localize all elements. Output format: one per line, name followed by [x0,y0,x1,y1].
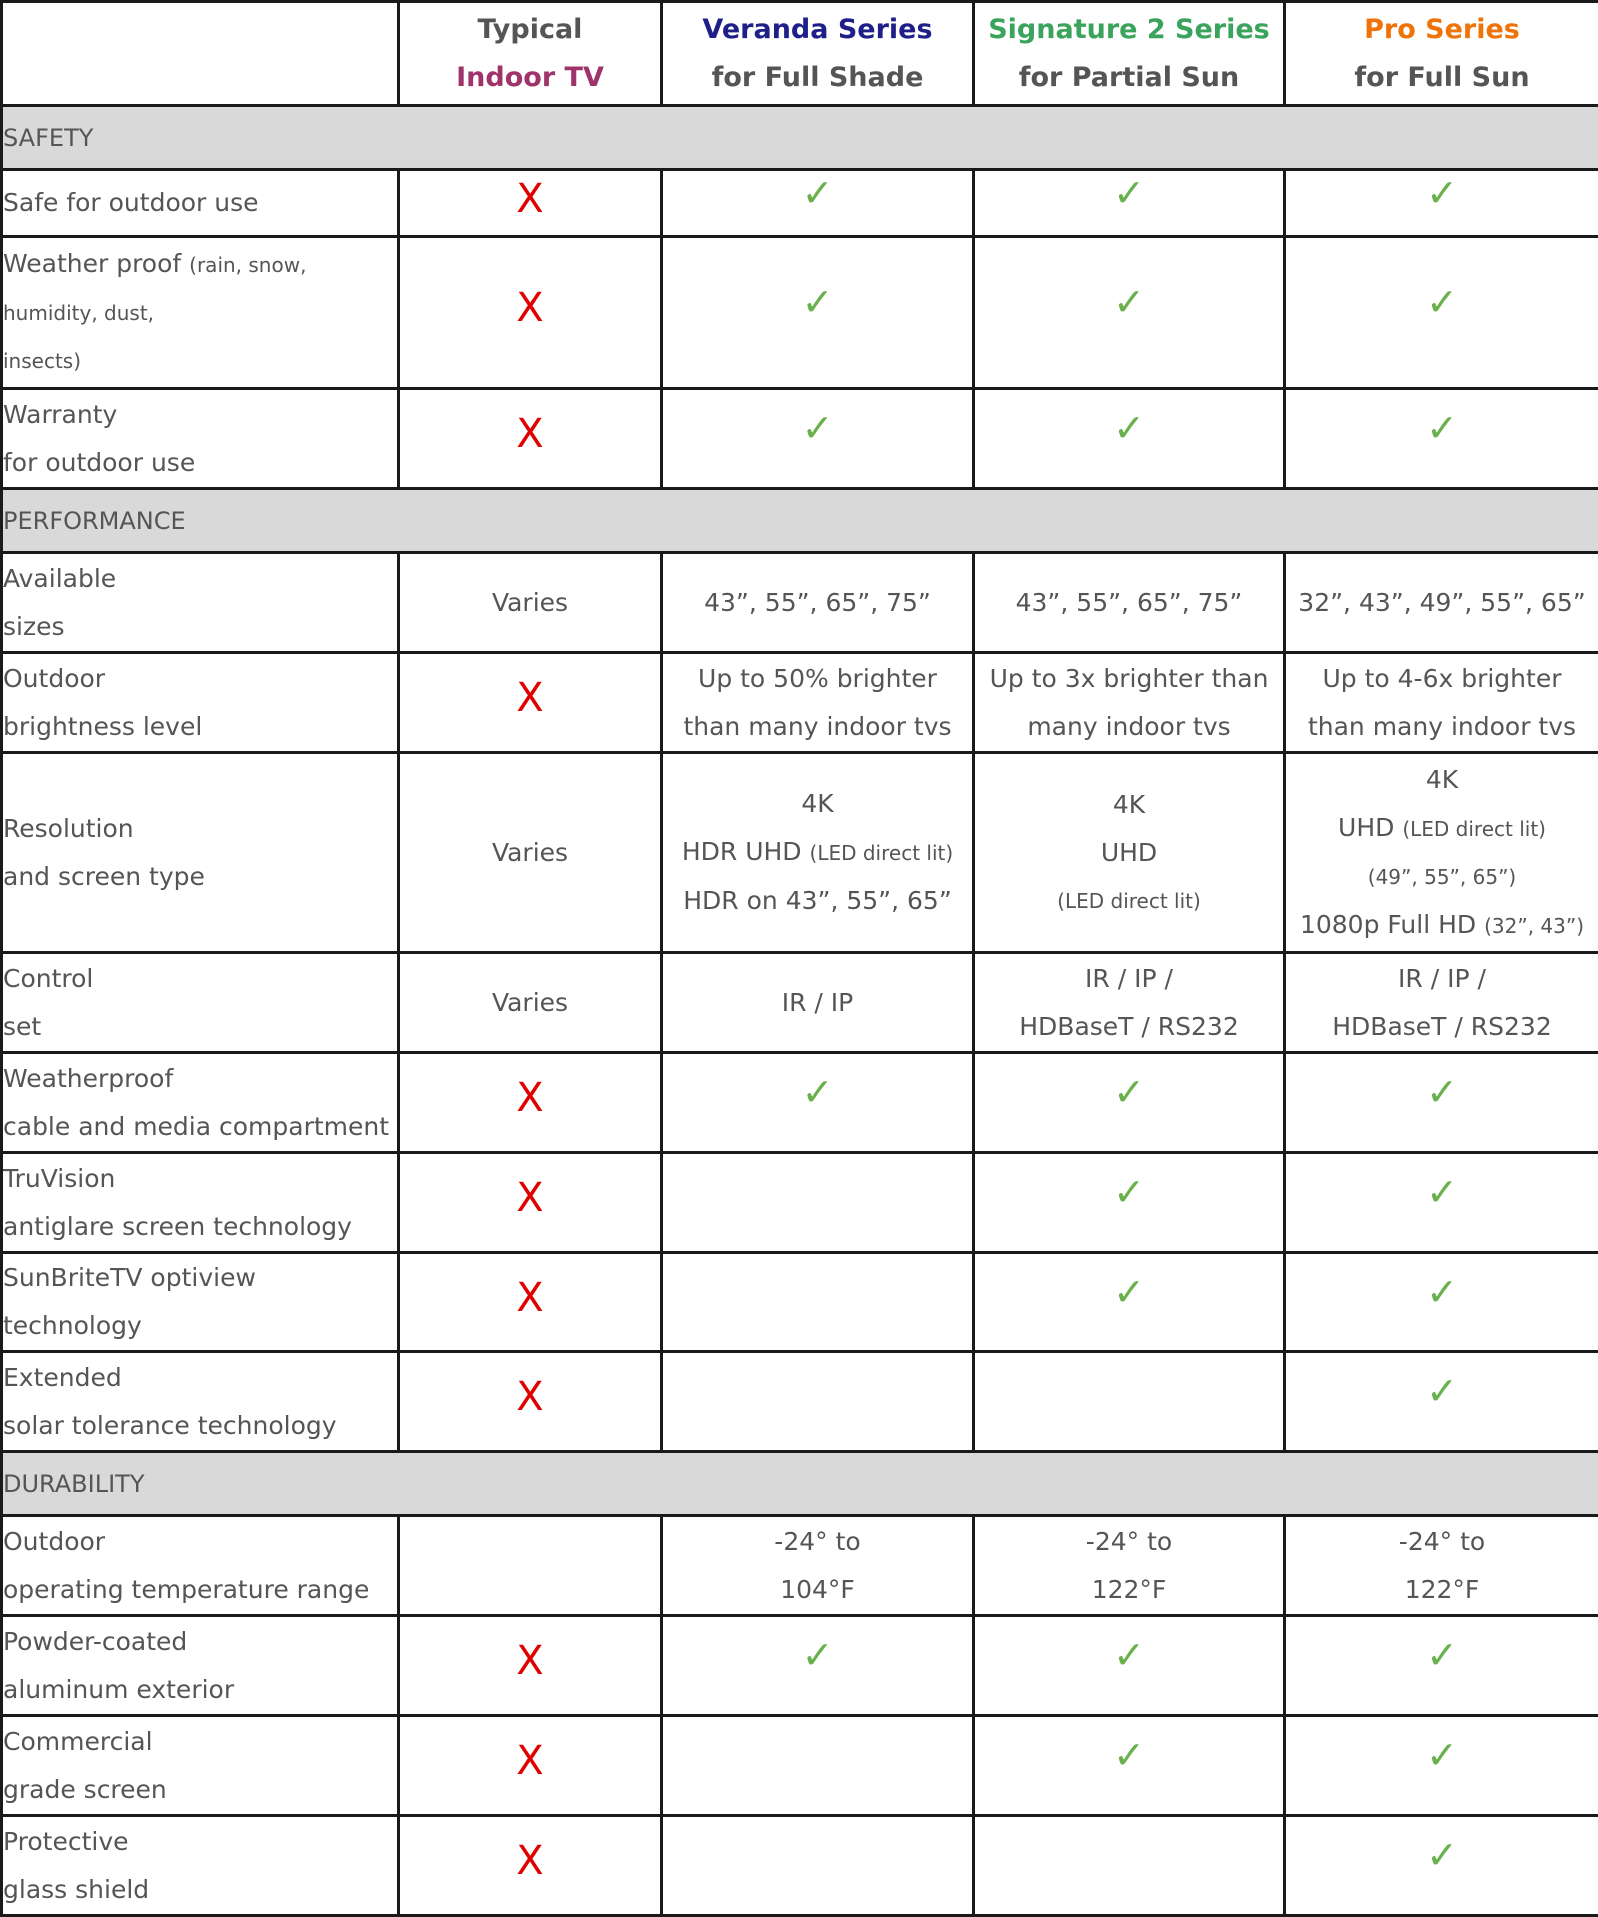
check-icon: ✓ [1113,406,1145,450]
cell-pro [1285,1516,1598,1616]
check-icon: ✓ [802,171,834,215]
table-row-truvision [2,1153,1598,1253]
row-label-note: humidity, dust, [3,289,397,337]
check-icon: ✓ [1113,1270,1145,1314]
cell-signature [974,753,1285,953]
cell-veranda [662,1516,974,1616]
empty-cell [662,1153,974,1253]
table-row-glass-shield [2,1816,1598,1916]
cell-line: 104°F [663,1566,972,1614]
cell-note: (49”, 55”, 65”) [1286,853,1598,901]
row-label: Safe for outdoor use [2,170,399,237]
row-label-line2: glass shield [3,1866,397,1914]
table-row-sizes [2,553,1598,653]
row-label-line1: Powder-coated [3,1618,397,1666]
cell-line: 122°F [1286,1566,1598,1614]
row-label-line2: and screen type [3,853,397,901]
x-icon: X [516,1374,543,1420]
table-row-safe-outdoor [2,170,1598,237]
x-icon: X [516,1175,543,1221]
check-icon: ✓ [1426,280,1458,324]
row-label [2,1616,399,1716]
row-label-line1: Warranty [3,391,397,439]
row-label [2,1153,399,1253]
cell-line: Up to 4-6x brighter [1286,655,1598,703]
cell-line: Up to 50% brighter [663,655,972,703]
row-label-line1: Weatherproof [3,1055,397,1103]
cell-indoor: Varies [399,553,662,653]
check-icon: ✓ [1113,171,1145,215]
header-blank-cell [2,2,399,106]
table-row-commercial [2,1716,1598,1816]
cell-line: IR / IP / [975,955,1283,1003]
cell-line: HDBaseT / RS232 [975,1003,1283,1051]
x-icon: X [516,1275,543,1321]
cell-signature [974,653,1285,753]
section-title-durability: DURABILITY [2,1452,1598,1516]
table-row-control [2,953,1598,1053]
table-row-brightness [2,653,1598,753]
col-header-indoor [399,2,662,106]
row-label-line2: for outdoor use [3,439,397,487]
cell-pro [1285,653,1598,753]
section-title-safety: SAFETY [2,106,1598,170]
row-label-line2: operating temperature range [3,1566,397,1614]
cell-pro [1285,753,1598,953]
col-header-signature-line2: for Partial Sun [975,54,1283,102]
col-header-pro [1285,2,1598,106]
row-label-line2: antiglare screen technology [3,1203,397,1251]
cell-pro [1285,953,1598,1053]
cell-line: 1080p Full HD [1300,910,1476,939]
row-label-line1: TruVision [3,1155,397,1203]
row-label-line2: aluminum exterior [3,1666,397,1714]
row-label-note: (rain, snow, [189,253,306,277]
empty-cell [399,1516,662,1616]
empty-cell [662,1253,974,1352]
check-icon: ✓ [802,280,834,324]
x-icon: X [516,411,543,457]
check-icon: ✓ [1426,1633,1458,1677]
row-label [2,389,399,489]
table-row-warranty [2,389,1598,489]
cell-line: -24° to [975,1518,1283,1566]
check-icon: ✓ [1113,1170,1145,1214]
check-icon: ✓ [1113,280,1145,324]
row-label [2,1516,399,1616]
check-icon: ✓ [1113,1633,1145,1677]
col-header-indoor-line1: Typical [400,6,660,54]
row-label [2,653,399,753]
empty-cell [662,1716,974,1816]
check-icon: ✓ [1426,1833,1458,1877]
cell-line: UHD [1338,813,1394,842]
row-label-line1: Outdoor [3,655,397,703]
check-icon: ✓ [1426,406,1458,450]
row-label-line1: Commercial [3,1718,397,1766]
cell-line: UHD [975,829,1283,877]
table-row-solar [2,1352,1598,1452]
cell-line: Up to 3x brighter than [975,655,1283,703]
cell-line: than many indoor tvs [663,703,972,751]
table-row-powder-coated [2,1616,1598,1716]
row-label [2,953,399,1053]
row-label [2,753,399,953]
col-header-signature [974,2,1285,106]
row-label [2,553,399,653]
x-icon: X [516,1838,543,1884]
check-icon: ✓ [1426,1070,1458,1114]
col-header-signature-line1: Signature 2 Series [975,6,1283,54]
check-icon: ✓ [1426,1733,1458,1777]
col-header-veranda [662,2,974,106]
check-icon: ✓ [1426,171,1458,215]
empty-cell [662,1352,974,1452]
row-label [2,1716,399,1816]
cell-pro: 32”, 43”, 49”, 55”, 65” [1285,553,1598,653]
x-icon: X [516,1738,543,1784]
x-icon: X [516,1075,543,1121]
table-row-weather-proof [2,237,1598,389]
row-label-line2: set [3,1003,397,1051]
col-header-pro-line2: for Full Sun [1286,54,1598,102]
check-icon: ✓ [1426,1270,1458,1314]
cell-signature: 43”, 55”, 65”, 75” [974,553,1285,653]
row-label-line2: solar tolerance technology [3,1402,397,1450]
cell-line: -24° to [1286,1518,1598,1566]
cell-line: HDBaseT / RS232 [1286,1003,1598,1051]
header-row [2,2,1598,106]
table-row-temperature [2,1516,1598,1616]
cell-line: IR / IP / [1286,955,1598,1003]
x-icon: X [516,176,543,222]
table-row-resolution [2,753,1598,953]
cell-indoor: Varies [399,753,662,953]
cell-line: HDR UHD [682,837,802,866]
check-icon: ✓ [1426,1170,1458,1214]
cell-note: (LED direct lit) [810,841,954,865]
row-label-line2: grade screen [3,1766,397,1814]
table-row-optiview [2,1253,1598,1352]
check-icon: ✓ [1113,1070,1145,1114]
cell-line: 122°F [975,1566,1283,1614]
check-icon: ✓ [802,406,834,450]
row-label: SunBriteTV optiview technology [2,1253,399,1352]
col-header-veranda-line2: for Full Shade [663,54,972,102]
cell-line: 4K [1286,756,1598,804]
cell-line: than many indoor tvs [1286,703,1598,751]
cell-note: (LED direct lit) [975,877,1283,925]
row-label-line1: Available [3,555,397,603]
row-label-line2: sizes [3,603,397,651]
cell-line: -24° to [663,1518,972,1566]
cell-veranda: 43”, 55”, 65”, 75” [662,553,974,653]
x-icon: X [516,675,543,721]
cell-veranda: IR / IP [662,953,974,1053]
row-label-line1: Control [3,955,397,1003]
check-icon: ✓ [1426,1369,1458,1413]
col-header-pro-line1: Pro Series [1286,6,1598,54]
row-label-line2: brightness level [3,703,397,751]
row-label [2,1352,399,1452]
cell-line: 4K [663,780,972,828]
cell-line: HDR on 43”, 55”, 65” [663,877,972,925]
cell-indoor: Varies [399,953,662,1053]
row-label [2,1053,399,1153]
section-row-safety [2,106,1598,170]
cell-note: (LED direct lit) [1402,817,1546,841]
cell-line: many indoor tvs [975,703,1283,751]
check-icon: ✓ [802,1633,834,1677]
row-label-line1: Protective [3,1818,397,1866]
cell-veranda [662,753,974,953]
section-title-performance: PERFORMANCE [2,489,1598,553]
empty-cell [974,1352,1285,1452]
section-row-durability [2,1452,1598,1516]
row-label-line1: Outdoor [3,1518,397,1566]
row-label-line1: Resolution [3,805,397,853]
cell-signature [974,953,1285,1053]
cell-signature [974,1516,1285,1616]
row-label-line1: Extended [3,1354,397,1402]
row-label-note: insects) [3,337,397,385]
cell-veranda [662,653,974,753]
col-header-indoor-line2: Indoor TV [400,54,660,102]
cell-note: (32”, 43”) [1484,914,1584,938]
row-label [2,237,399,389]
cell-line: 4K [975,781,1283,829]
row-label-main: Weather proof [3,249,181,278]
col-header-veranda-line1: Veranda Series [663,6,972,54]
section-row-performance [2,489,1598,553]
table-row-cable-compartment [2,1053,1598,1153]
check-icon: ✓ [802,1070,834,1114]
empty-cell [974,1816,1285,1916]
row-label-line2: cable and media compartment [3,1103,397,1151]
check-icon: ✓ [1113,1733,1145,1777]
x-icon: X [516,285,543,331]
row-label [2,1816,399,1916]
empty-cell [662,1816,974,1916]
x-icon: X [516,1638,543,1684]
